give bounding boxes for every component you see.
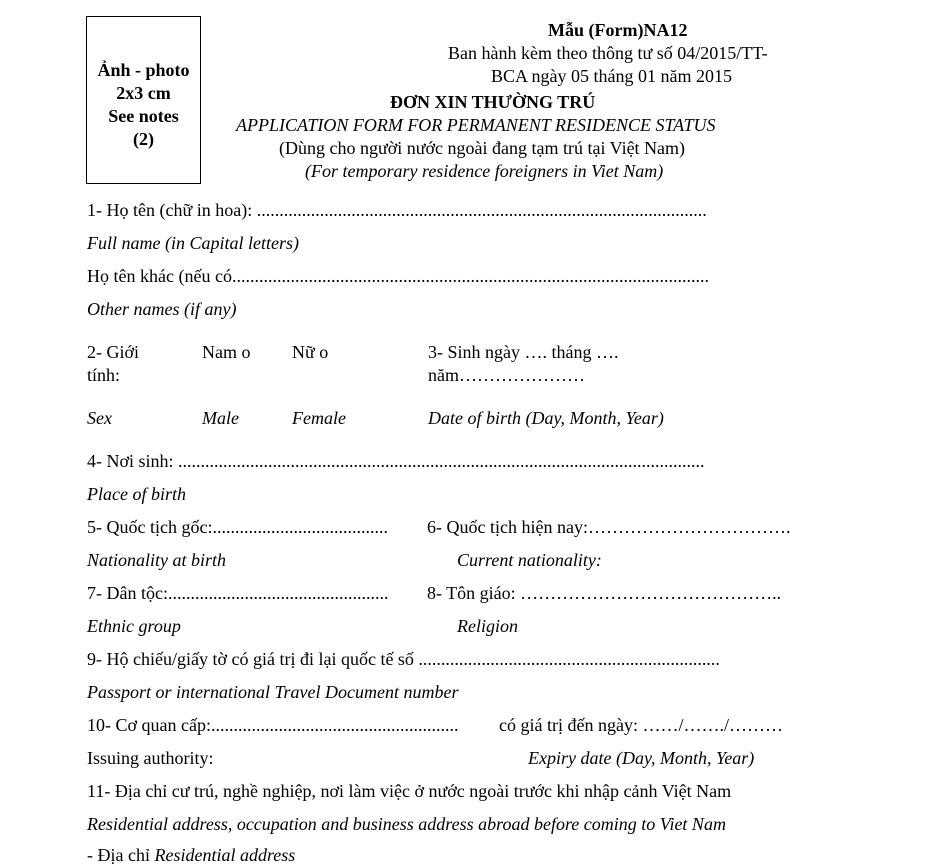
field-nationality-birth-vn[interactable]: 5- Quốc tịch gốc:....................................... bbox=[87, 517, 388, 537]
label-passport-en: Passport or international Travel Document number bbox=[87, 682, 459, 702]
form-title-en: APPLICATION FORM FOR PERMANENT RESIDENCE STATUS bbox=[236, 115, 716, 135]
label-ethnic-group-en: Ethnic group bbox=[87, 616, 181, 636]
label-sex-en: Sex bbox=[87, 408, 112, 428]
photo-line-2: 2x3 cm bbox=[116, 83, 171, 103]
label-issuing-authority-en: Issuing authority: bbox=[87, 748, 214, 768]
issued-line-1: Ban hành kèm theo thông tư số 04/2015/TT- bbox=[448, 43, 768, 63]
field-issuing-authority-vn[interactable]: 10- Cơ quan cấp:....................................................... bbox=[87, 715, 459, 735]
field-place-of-birth-en: Place of birth bbox=[87, 484, 186, 504]
field-religion-vn[interactable]: 8- Tôn giáo: …………………………………….. bbox=[427, 583, 782, 603]
label-dob-en: Date of birth (Day, Month, Year) bbox=[428, 408, 664, 428]
photo-instructions bbox=[87, 59, 200, 151]
field-expiry-date-vn[interactable]: có giá trị đến ngày: ……/……./……… bbox=[499, 715, 783, 735]
residential-address-vn-label: - Địa chỉ bbox=[87, 845, 150, 865]
form-subtitle-vn: (Dùng cho người nước ngoài đang tạm trú tại Việt Nam) bbox=[279, 138, 686, 158]
label-expiry-date-en: Expiry date (Day, Month, Year) bbox=[528, 748, 755, 768]
label-address-abroad-en: Residential address, occupation and business address abroad before coming to Viet Nam bbox=[87, 814, 726, 834]
checkbox-male[interactable]: Nam o bbox=[202, 342, 251, 362]
form-subtitle-en: (For temporary residence foreigners in Viet Nam) bbox=[305, 161, 664, 181]
label-nationality-birth-en: Nationality at birth bbox=[87, 550, 227, 570]
label-male-en: Male bbox=[202, 408, 239, 428]
photo-line-4: (2) bbox=[133, 129, 154, 149]
residential-address-en-label: Residential address bbox=[154, 845, 296, 865]
field-residential-address-vn[interactable] bbox=[87, 846, 295, 864]
photo-line-3: See notes bbox=[108, 106, 179, 126]
issued-line-2: BCA ngày 05 tháng 01 năm 2015 bbox=[491, 66, 732, 86]
form-title-vn: ĐƠN XIN THƯỜNG TRÚ bbox=[390, 92, 596, 112]
field-ethnic-group-vn[interactable]: 7- Dân tộc:................................................. bbox=[87, 583, 389, 603]
field-address-abroad-vn: 11- Địa chỉ cư trú, nghề nghiệp, nơi làm việc ở nước ngoài trước khi nhập cảnh Việt Nam bbox=[87, 781, 732, 801]
photo-line-1: Ảnh - photo bbox=[97, 60, 190, 80]
field-dob-year-vn[interactable]: năm………………… bbox=[428, 365, 585, 385]
field-other-names-vn[interactable]: Họ tên khác (nếu có.......................................................................................................... bbox=[87, 266, 709, 286]
field-place-of-birth-vn[interactable]: 4- Nơi sinh: ..................................................................................................................... bbox=[87, 451, 705, 471]
field-dob-vn[interactable]: 3- Sinh ngày …. tháng …. bbox=[428, 342, 619, 362]
checkbox-female[interactable]: Nữ o bbox=[292, 342, 329, 362]
label-female-en: Female bbox=[292, 408, 346, 428]
field-full-name-vn[interactable]: 1- Họ tên (chữ in hoa): .................................................................................................... bbox=[87, 200, 707, 220]
label-religion-en: Religion bbox=[457, 616, 518, 636]
form-code: Mẫu (Form)NA12 bbox=[548, 20, 688, 40]
field-current-nationality-vn[interactable]: 6- Quốc tịch hiện nay:……………………………. bbox=[427, 517, 791, 537]
field-other-names-en: Other names (if any) bbox=[87, 299, 237, 319]
field-sex-vn: 2- Giới bbox=[87, 342, 140, 362]
photo-placeholder-box bbox=[86, 16, 201, 184]
field-full-name-en: Full name (in Capital letters) bbox=[87, 233, 299, 253]
field-passport-vn[interactable]: 9- Hộ chiếu/giấy tờ có giá trị đi lại quốc tế số ................................................................... bbox=[87, 649, 720, 669]
label-current-nationality-en: Current nationality: bbox=[457, 550, 602, 570]
field-sex-vn-2: tính: bbox=[87, 365, 121, 385]
